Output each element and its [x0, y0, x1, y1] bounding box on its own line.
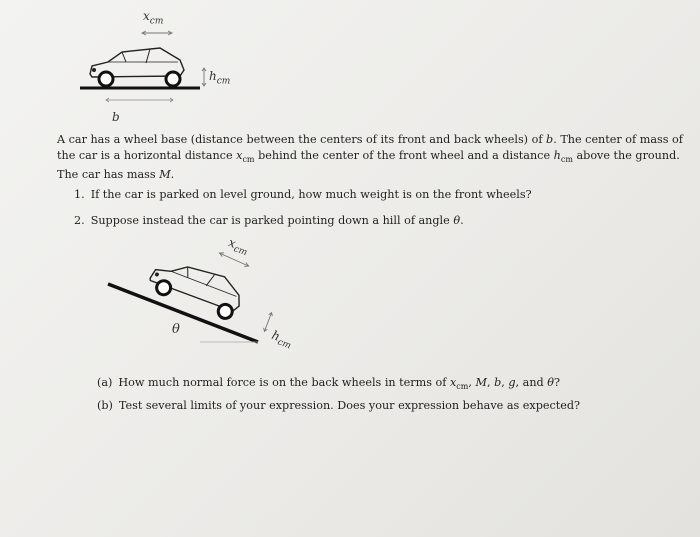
back-wheel — [99, 72, 113, 86]
fig1-xcm-label: $x_{cm}$ — [143, 9, 164, 27]
cm-dot — [92, 68, 96, 72]
fig2-hcm-label: $h_{cm}$ — [269, 327, 293, 352]
question-1: 1. If the car is parked on level ground, how much weight is on the front wheels? — [74, 188, 532, 201]
problem-paragraph: A car has a wheel base (distance between the centers of its front and back wheels) of b. The center of mass of the car is a horizontal distance $x_{cm}$ behind the center of the front wheel and a distance $h_{cm}$ above the ground. The car has mass M. — [57, 133, 683, 182]
front-wheel — [166, 72, 180, 86]
subquestion-b: (b) Test several limits of your expression. Does your expression behave as expected? — [97, 399, 581, 412]
hcm-arrow-incline — [264, 313, 271, 332]
front-wheel-incline — [216, 302, 234, 320]
fig2-xcm-label: $x_{cm}$ — [226, 235, 249, 259]
fig1-b-label: b — [112, 110, 120, 124]
fig2-theta-label: θ — [172, 322, 180, 337]
question-2: 2. Suppose instead the car is parked pointing down a hill of angle θ. — [74, 214, 464, 227]
subquestion-a: (a) How much normal force is on the back wheels in terms of $x_{cm}$, M, b, g, and θ? — [97, 376, 561, 392]
cm-dot-incline — [154, 272, 159, 277]
fig1-hcm-label: $h_{cm}$ — [209, 69, 231, 87]
back-wheel-incline — [155, 279, 173, 297]
